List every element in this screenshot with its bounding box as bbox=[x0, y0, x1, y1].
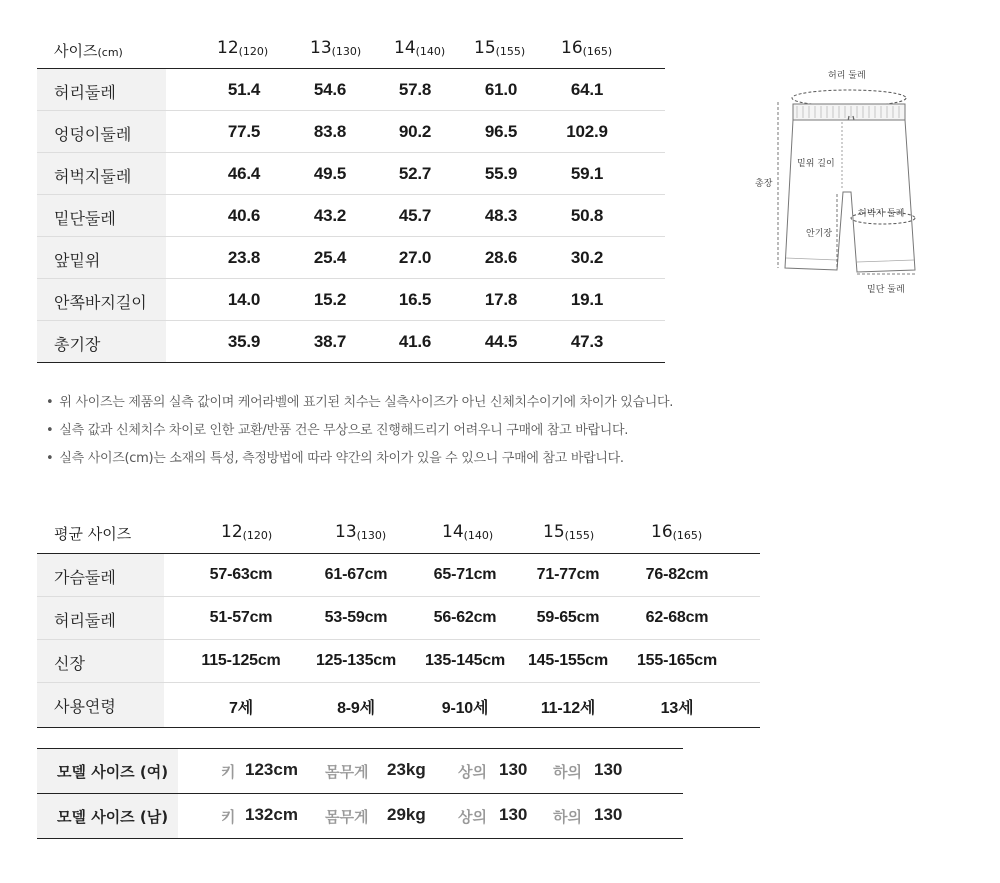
table-cell: 53-59cm bbox=[324, 609, 388, 626]
table-cell: 56-62cm bbox=[433, 609, 497, 626]
table-cell: 27.0 bbox=[398, 248, 432, 267]
table-cell: 64.1 bbox=[570, 80, 604, 99]
table-cell: 7세 bbox=[229, 700, 253, 717]
table-cell: 43.2 bbox=[313, 206, 347, 225]
row-label-cell bbox=[37, 69, 166, 110]
row-label-cell bbox=[37, 321, 166, 362]
size-col-15: 15(155) bbox=[474, 38, 526, 58]
table-cell: 102.9 bbox=[566, 122, 608, 141]
table-cell: 40.6 bbox=[227, 206, 261, 225]
size-col-16: 16(165) bbox=[561, 38, 613, 58]
avg-size-col-16: 16(165) bbox=[651, 522, 703, 542]
table-cell: 50.8 bbox=[570, 206, 604, 225]
top-value: 130 bbox=[499, 805, 528, 824]
model-row-male bbox=[37, 794, 683, 839]
height-value: 123cm bbox=[245, 760, 298, 779]
table-row bbox=[37, 69, 665, 111]
table-cell: 15.2 bbox=[313, 290, 347, 309]
table-cell: 61.0 bbox=[484, 80, 518, 99]
table-cell: 83.8 bbox=[313, 122, 347, 141]
table-cell: 38.7 bbox=[313, 332, 347, 351]
model-size-table bbox=[37, 748, 683, 839]
table-cell: 54.6 bbox=[313, 80, 347, 99]
bottom-value: 130 bbox=[594, 760, 623, 779]
avg-table-header bbox=[37, 513, 760, 554]
table-cell: 96.5 bbox=[484, 122, 518, 141]
table-cell: 77.5 bbox=[227, 122, 261, 141]
row-label-cell bbox=[37, 640, 164, 682]
table-cell: 57.8 bbox=[398, 80, 432, 99]
avg-size-col-14: 14(140) bbox=[442, 522, 494, 542]
table-row bbox=[37, 237, 665, 279]
size-table bbox=[37, 30, 665, 363]
table-cell: 35.9 bbox=[227, 332, 261, 351]
size-table-header bbox=[37, 30, 665, 69]
top-label: 상의 bbox=[458, 763, 487, 781]
size-header-label: 사이즈(cm) bbox=[54, 42, 123, 60]
table-row bbox=[37, 111, 665, 153]
note-1: • 위 사이즈는 제품의 실측 값이며 케어라벨에 표기된 치수는 실측사이즈가 아닌 신체치수이기에 차이가 있습니다. bbox=[46, 394, 746, 422]
row-label: 허리둘레 bbox=[54, 83, 116, 102]
row-label: 사용연령 bbox=[54, 697, 116, 716]
table-cell: 46.4 bbox=[227, 164, 261, 183]
table-row bbox=[37, 597, 760, 640]
table-row bbox=[37, 554, 760, 597]
height-label: 키 bbox=[221, 763, 236, 781]
row-label: 신장 bbox=[54, 654, 85, 673]
model-row-label: 모델 사이즈 (남) bbox=[57, 808, 169, 826]
table-cell: 57-63cm bbox=[209, 566, 273, 583]
row-label: 안쪽바지길이 bbox=[54, 293, 147, 312]
size-col-14: 14(140) bbox=[394, 38, 446, 58]
row-label: 밑단둘레 bbox=[54, 209, 116, 228]
table-cell: 115-125cm bbox=[201, 652, 281, 669]
avg-size-col-13: 13(130) bbox=[335, 522, 387, 542]
table-cell: 30.2 bbox=[570, 248, 604, 267]
bottom-label: 하의 bbox=[553, 808, 582, 826]
table-cell: 51.4 bbox=[227, 80, 261, 99]
avg-size-col-15: 15(155) bbox=[543, 522, 595, 542]
table-row bbox=[37, 321, 665, 363]
note-2: • 실측 값과 신체치수 차이로 인한 교환/반품 건은 무상으로 진행해드리기 어려우니 구매에 참고 바랍니다. bbox=[46, 422, 746, 450]
table-row bbox=[37, 153, 665, 195]
row-label-cell bbox=[37, 237, 166, 278]
avg-header-label: 평균 사이즈 bbox=[54, 525, 132, 543]
notes bbox=[46, 394, 746, 478]
model-row-label-cell bbox=[37, 794, 178, 838]
avg-size-table bbox=[37, 513, 760, 728]
table-cell: 28.6 bbox=[484, 248, 518, 267]
row-label-cell bbox=[37, 554, 164, 596]
diagram-label-hem: 밑단 둘레 bbox=[867, 285, 905, 295]
table-cell: 59-65cm bbox=[536, 609, 600, 626]
table-cell: 51-57cm bbox=[209, 609, 273, 626]
diagram-label-rise: 밑위 길이 bbox=[797, 159, 835, 169]
size-table-body bbox=[37, 69, 665, 363]
row-label-cell bbox=[37, 683, 164, 727]
table-cell: 90.2 bbox=[398, 122, 432, 141]
pants-illustration bbox=[745, 62, 945, 302]
diagram-label-thigh: 허벅지 둘레 bbox=[858, 209, 905, 219]
row-label-cell bbox=[37, 279, 166, 320]
row-label-cell bbox=[37, 195, 166, 236]
table-cell: 23.8 bbox=[227, 248, 261, 267]
table-cell: 25.4 bbox=[313, 248, 347, 267]
row-label: 허리둘레 bbox=[54, 611, 116, 630]
table-cell: 17.8 bbox=[484, 290, 518, 309]
table-cell: 125-135cm bbox=[315, 652, 397, 669]
diagram-label-total-length: 총장 bbox=[755, 179, 773, 189]
table-cell: 9-10세 bbox=[441, 700, 489, 717]
table-cell: 44.5 bbox=[484, 332, 518, 351]
table-cell: 135-145cm bbox=[424, 652, 506, 669]
row-label-cell bbox=[37, 153, 166, 194]
table-cell: 45.7 bbox=[398, 206, 432, 225]
avg-table-body bbox=[37, 554, 760, 728]
table-cell: 8-9세 bbox=[337, 700, 375, 717]
table-cell: 13세 bbox=[660, 700, 694, 717]
bottom-value: 130 bbox=[594, 805, 623, 824]
table-row bbox=[37, 683, 760, 728]
table-cell: 49.5 bbox=[313, 164, 347, 183]
row-label-cell bbox=[37, 111, 166, 152]
table-cell: 71-77cm bbox=[536, 566, 600, 583]
size-col-13: 13(130) bbox=[310, 38, 362, 58]
table-row bbox=[37, 195, 665, 237]
top-value: 130 bbox=[499, 760, 528, 779]
top-label: 상의 bbox=[458, 808, 487, 826]
table-cell: 19.1 bbox=[570, 290, 604, 309]
size-col-12: 12(120) bbox=[217, 38, 269, 58]
table-cell: 62-68cm bbox=[645, 609, 709, 626]
weight-label: 몸무게 bbox=[325, 808, 369, 826]
weight-value: 23kg bbox=[387, 760, 426, 779]
table-cell: 76-82cm bbox=[645, 566, 709, 583]
row-label: 허벅지둘레 bbox=[54, 167, 132, 186]
diagram-label-waist: 허리 둘레 bbox=[828, 71, 866, 81]
weight-label: 몸무게 bbox=[325, 763, 369, 781]
weight-value: 29kg bbox=[387, 805, 426, 824]
table-row bbox=[37, 279, 665, 321]
model-row-female bbox=[37, 749, 683, 794]
model-row-label-cell bbox=[37, 749, 178, 793]
table-row bbox=[37, 640, 760, 683]
table-cell: 16.5 bbox=[398, 290, 432, 309]
row-label: 가슴둘레 bbox=[54, 568, 116, 587]
row-label-cell bbox=[37, 597, 164, 639]
diagram-label-inseam: 안기장 bbox=[806, 229, 833, 239]
height-label: 키 bbox=[221, 808, 236, 826]
table-cell: 59.1 bbox=[570, 164, 604, 183]
table-cell: 145-155cm bbox=[527, 652, 609, 669]
table-cell: 48.3 bbox=[484, 206, 518, 225]
pants-measurement-diagram bbox=[745, 62, 945, 302]
table-cell: 52.7 bbox=[398, 164, 432, 183]
table-cell: 47.3 bbox=[570, 332, 604, 351]
row-label: 엉덩이둘레 bbox=[54, 125, 132, 144]
bottom-label: 하의 bbox=[553, 763, 582, 781]
table-cell: 41.6 bbox=[398, 332, 432, 351]
table-cell: 155-165cm bbox=[636, 652, 718, 669]
row-label: 총기장 bbox=[54, 335, 101, 354]
table-cell: 55.9 bbox=[484, 164, 518, 183]
table-cell: 14.0 bbox=[227, 290, 261, 309]
table-cell: 11-12세 bbox=[540, 700, 596, 717]
avg-size-col-12: 12(120) bbox=[221, 522, 273, 542]
height-value: 132cm bbox=[245, 805, 298, 824]
table-cell: 65-71cm bbox=[433, 566, 497, 583]
model-row-label: 모델 사이즈 (여) bbox=[57, 763, 169, 781]
table-cell: 61-67cm bbox=[324, 566, 388, 583]
note-3: • 실측 사이즈(cm)는 소재의 특성, 측정방법에 따라 약간의 차이가 있을 수 있으니 구매에 참고 바랍니다. bbox=[46, 450, 746, 478]
row-label: 앞밑위 bbox=[54, 251, 101, 270]
